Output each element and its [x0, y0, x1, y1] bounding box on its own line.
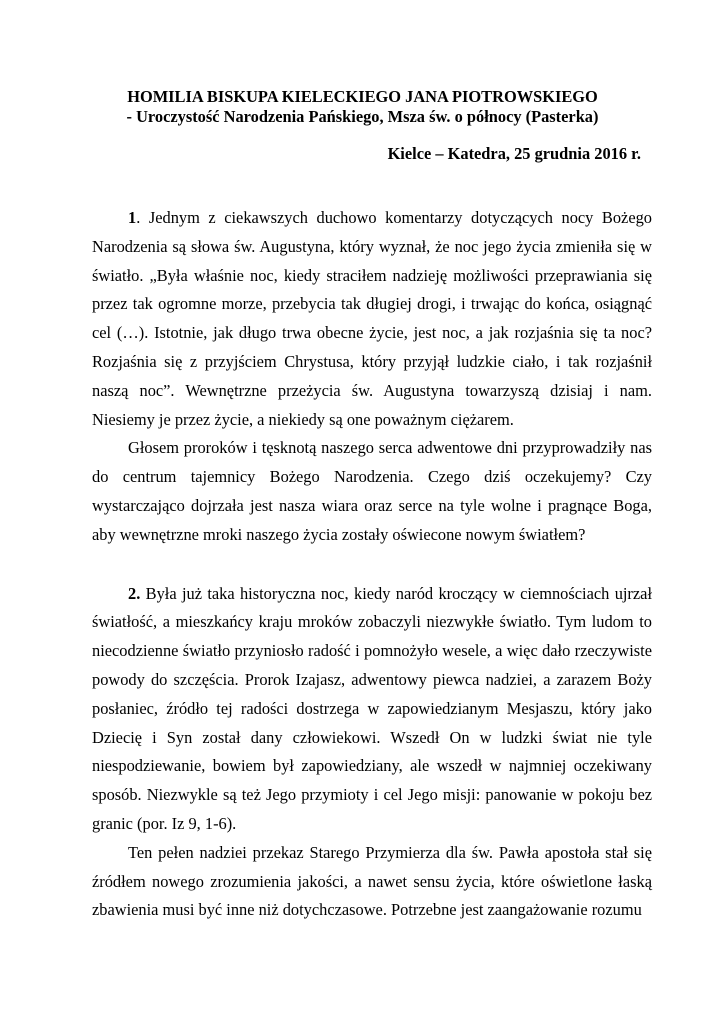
paragraph-text: Ten pełen nadziei przekaz Starego Przymierza dla św. Pawła apostoła stał się źródłem nowego zrozumienia jakości, a nawet sensu życia, które oświetlone łaską zbawienia musi być inne niż dotychczasowe. Potrzebne jest zaangażowanie rozumu [92, 842, 652, 920]
homily-title [60, 87, 665, 127]
homily-body [92, 204, 652, 925]
paragraph-3 [92, 580, 652, 839]
paragraph-4 [92, 839, 652, 925]
title-line-1: HOMILIA BISKUPA KIELECKIEGO JANA PIOTROWSKIEGO [127, 87, 598, 106]
paragraph-text: Głosem proroków i tęsknotą naszego serca adwentowe dni przyprowadziły nas do centrum tajemnicy Bożego Narodzenia. Czego dziś oczekujemy? Czy wystarczająco dojrzała jest nasza wiara oraz serce na tyle wolne i pragnące Boga, aby wewnętrzne mroki naszego życia zostały oświecone nowym światłem? [92, 438, 652, 544]
paragraph-2 [92, 434, 652, 549]
paragraph-text: . Jednym z ciekawszych duchowo komentarzy dotyczących nocy Bożego Narodzenia są słowa św. Augustyna, który wyznał, że noc jego życia zmieniła się w światło. „Była właśnie noc, kiedy straciłem nadzieję możliwości przeprawiania się przez tak ogromne morze, przebycia tak długiej drogi, i trwając do końca, osiągnąć cel (…). Istotnie, jak długo trwa obecne życie, jest noc, a jak rozjaśnia się ta noc? Rozjaśnia się z przyjściem Chrystusa, który przyjął ludzkie ciało, i tak rozjaśnił naszą noc”. Wewnętrzne przeżycia św. Augustyna towarzyszą dzisiaj i nam. Niesiemy je przez życie, a niekiedy są one poważnym ciężarem. [92, 208, 652, 429]
paragraph-1 [92, 204, 652, 434]
place-date: Kielce – Katedra, 25 grudnia 2016 r. [387, 144, 641, 163]
paragraph-number: 1 [128, 208, 137, 227]
paragraph-text: Była już taka historyczna noc, kiedy naród kroczący w ciemnościach ujrzał światłość, a mieszkańcy kraju mroków zobaczyli niezwykłe światło. Tym ludom to niecodzienne światło przyniosło radość i pomnożyło wesele, a więc dało rzeczywiste powody do szczęścia. Prorok Izajasz, adwentowy piewca nadziei, a zarazem Boży posłaniec, źródło tej radości dostrzega w zapowiedzianym Mesjaszu, który jako Dziecię i Syn został dany człowiekowi. Wszedł On w ludzki świat nie tyle niespodziewanie, bowiem był zapowiedziany, ale wszedł w najmniej oczekiwany sposób. Niezwykle są też Jego przymioty i cel Jego misji: panowanie w pokoju bez granic (por. Iz 9, 1-6). [92, 583, 652, 833]
title-line-2: - Uroczystość Narodzenia Pańskiego, Msza św. o północy (Pasterka) [126, 107, 599, 126]
paragraph-number: 2. [128, 583, 141, 603]
